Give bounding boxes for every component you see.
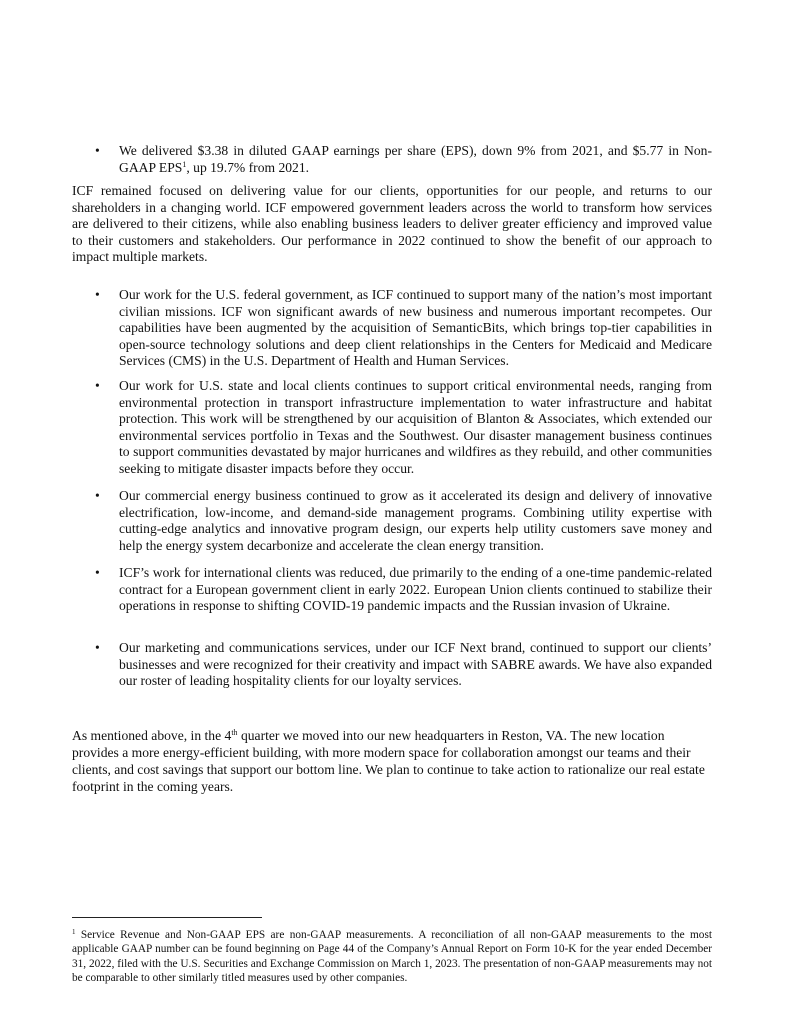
bullet-marker: •: [95, 640, 100, 655]
footnote-text: Service Revenue and Non-GAAP EPS are non-GAAP measurements. A reconciliation of all non-GAAP measurements to the most applicable GAAP number can be found beginning on Page 44 of the Company’s Annual Report on Form 10-K for the year ended December 31, 2022, filed with the U.S. Securities and Exchange Commission on March 1, 2023. The presentation of non-GAAP measurements may not be comparable to other similarly titled measures used by other companies.: [72, 929, 712, 984]
eps-bullet: [95, 143, 712, 176]
ordinal-suffix: th: [231, 728, 238, 737]
international-bullet-text: ICF’s work for international clients was reduced, due primarily to the ending of a one-time pandemic-related contract for a European government client in early 2022. European Union clients continued to stabilize their operations in response to shifting COVID-19 pandemic impacts and the Russian invasion of Ukraine.: [119, 565, 712, 614]
federal-bullet: [95, 287, 712, 370]
commercial-energy-bullet-text: Our commercial energy business continued to grow as it accelerated its design and delivery of innovative electrification, low-income, and demand-side management programs. Combining utility expertise with cutting-edge analytics and innovative program design, our experts help utility customers save money and help the energy system decarbonize and accelerate the clean energy transition.: [119, 488, 712, 553]
bullet-marker: •: [95, 287, 100, 302]
footnote: [72, 928, 712, 985]
intro-paragraph: ICF remained focused on delivering value for our clients, opportunities for our people, and returns to our shareholders in a changing world. ICF empowered government leaders across the world to transform how services are delivered to their citizens, while also enabling business leaders to deliver greater efficiency and improved value to their customers and stakeholders. Our performance in 2022 continued to show the benefit of our approach to impact multiple markets.: [72, 183, 712, 265]
bullet-marker: •: [95, 488, 100, 503]
footnote-ref: 1: [182, 159, 187, 169]
bullet-marker: •: [95, 565, 100, 580]
commercial-energy-bullet: [95, 488, 712, 554]
footnote-separator: [72, 917, 262, 918]
marketing-bullet-text: Our marketing and communications services, under our ICF Next brand, continued to support our clients’ businesses and were recognized for their creativity and impact with SABRE awards. We have also expanded our roster of leading hospitality clients for our loyalty services.: [119, 640, 712, 689]
footnote-marker: 1: [72, 928, 76, 936]
international-bullet: [95, 565, 712, 615]
eps-bullet-text: We delivered $3.38 in diluted GAAP earnings per share (EPS), down 9% from 2021, and $5.77 in Non-GAAP EPS$^1$, up 19.7% from 2021.: [119, 143, 712, 175]
bullet-marker: •: [95, 378, 100, 393]
headquarters-paragraph: As mentioned above, in the 4th quarter we moved into our new headquarters in Reston, VA. The new location provides a more energy-efficient building, with more modern space for collaboration amongst our teams and their clients, and cost savings that support our bottom line. We plan to continue to take action to rationalize our real estate footprint in the coming years.: [72, 728, 705, 794]
state-local-bullet-text: Our work for U.S. state and local clients continues to support critical environmental needs, ranging from environmental protection in transport infrastructure implementation to water infrastructure and habitat protection. This work will be strengthened by our acquisition of Blanton & Associates, which extended our environmental services portfolio in Texas and the Southwest. Our disaster management business continues to support communities devastated by major hurricanes and wildfires as they rebuild, and other communities seeking to mitigate disaster impacts before they occur.: [119, 378, 712, 476]
federal-bullet-text: Our work for the U.S. federal government, as ICF continued to support many of the nation’s most important civilian missions. ICF won significant awards of new business and numerous important recompetes. Our capabilities have been augmented by the acquisition of SemanticBits, which brings top-tier capabilities in open-source technology solutions and deep client relationships in the Centers for Medicaid and Medicare Services (CMS) in the U.S. Department of Health and Human Services.: [119, 287, 712, 369]
marketing-bullet: [95, 640, 712, 690]
bullet-marker: •: [95, 143, 100, 158]
state-local-bullet: [95, 378, 712, 478]
